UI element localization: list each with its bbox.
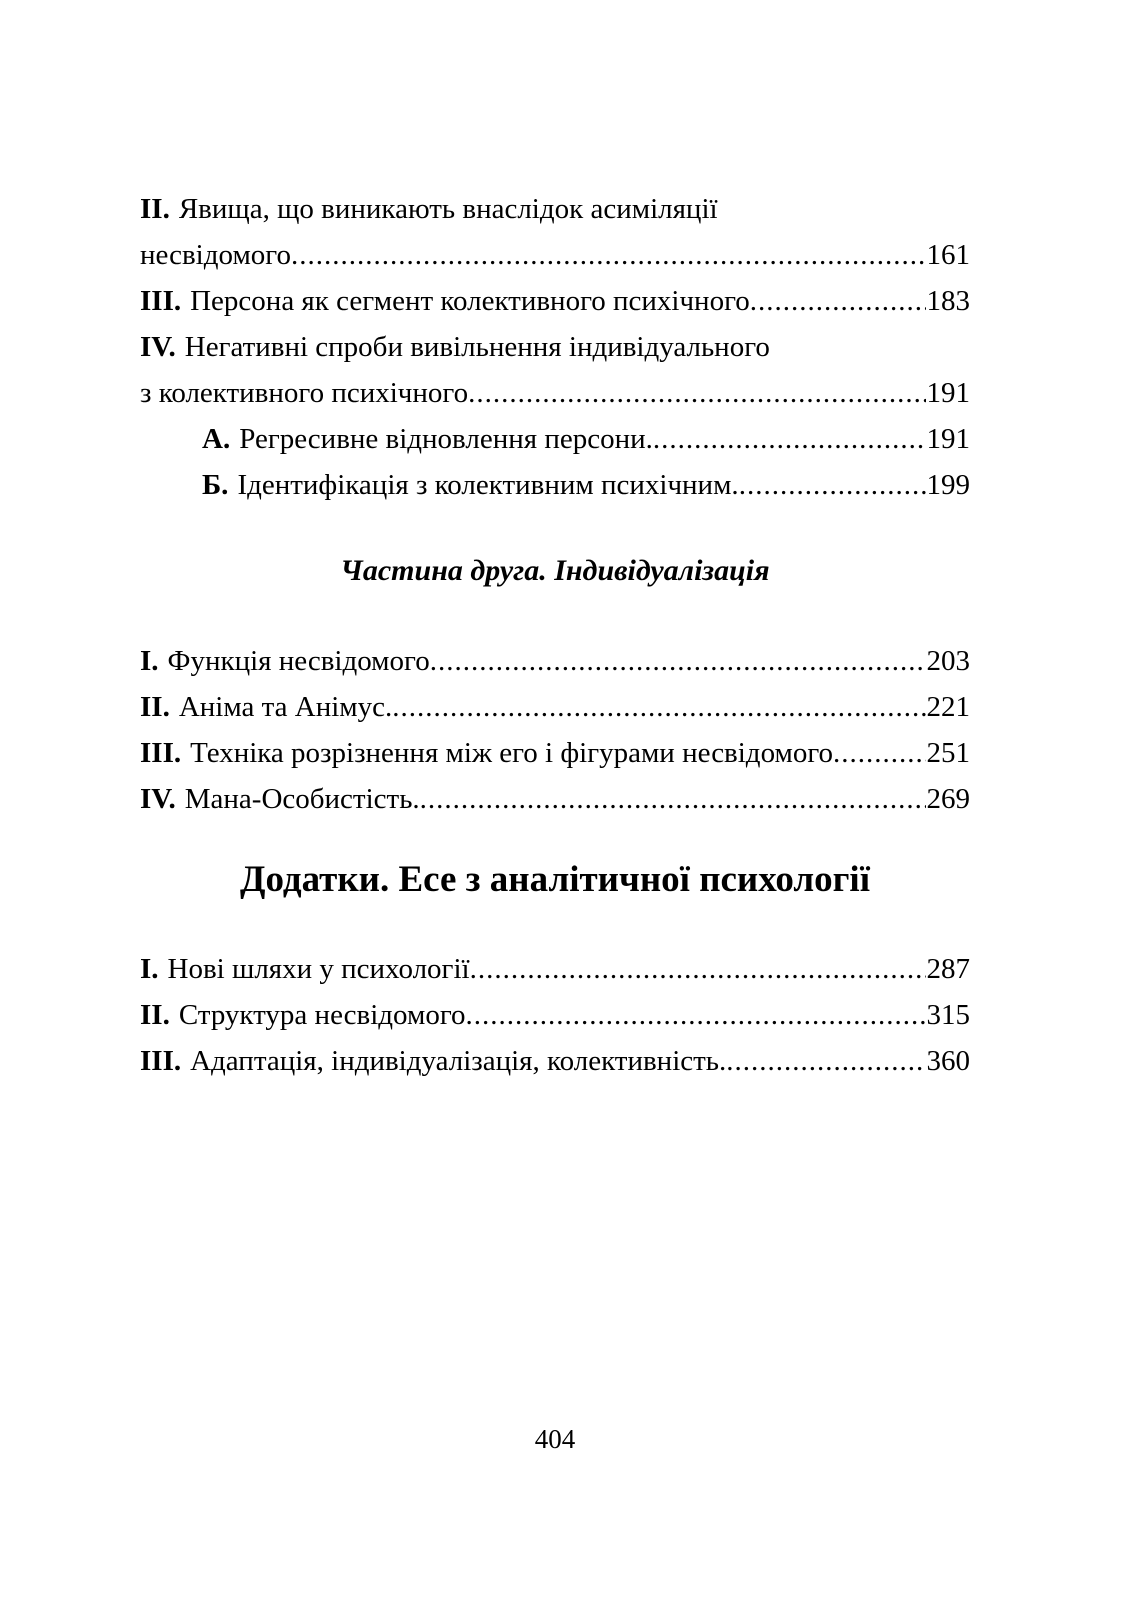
appendix-heading: Додатки. Есе з аналітичної психології	[240, 859, 870, 900]
toc-entry-line	[140, 232, 970, 278]
entry-title: Нові шляхи у психології	[167, 953, 470, 985]
entry-title: Аніма та Анімус.	[178, 691, 393, 723]
part2-heading: Частина друга. Індивідуалізація	[340, 554, 770, 587]
toc-entry	[140, 324, 970, 416]
entry-number: А.	[202, 423, 231, 455]
toc-entry	[140, 278, 970, 324]
entry-page-number: 191	[926, 377, 970, 409]
entry-title: Персона як сегмент колективного психічного	[190, 285, 750, 317]
toc-entry	[140, 992, 970, 1038]
entry-page-number: 251	[926, 737, 970, 769]
entry-title: Негативні спроби вивільнення індивідуального	[184, 331, 770, 363]
toc-entry	[140, 1038, 970, 1084]
dot-leader	[291, 232, 926, 278]
dot-leader	[739, 462, 926, 508]
dot-leader	[420, 776, 926, 822]
toc-section-part1	[140, 186, 970, 508]
dot-leader	[833, 730, 925, 776]
toc-entry	[140, 638, 970, 684]
entry-page-number: 360	[926, 1045, 970, 1077]
entry-number: I.	[140, 645, 159, 677]
dot-leader	[750, 278, 926, 324]
entry-number: III.	[140, 737, 182, 769]
dot-leader	[470, 946, 926, 992]
toc-entry	[140, 684, 970, 730]
toc-section-appendix	[140, 946, 970, 1084]
entry-number: III.	[140, 1045, 182, 1077]
entry-page-number: 203	[926, 645, 970, 677]
entry-page-number: 191	[926, 423, 970, 455]
toc-section-part2	[140, 638, 970, 822]
footer-page-number: 404	[534, 1424, 576, 1454]
entry-page-number: 183	[926, 285, 970, 317]
dot-leader	[466, 992, 926, 1038]
entry-number: II.	[140, 691, 170, 723]
dot-leader	[430, 638, 926, 684]
dot-leader	[392, 684, 925, 730]
entry-page-number: 199	[926, 469, 970, 501]
entry-title: Явища, що виникають внаслідок асиміляції	[178, 193, 718, 225]
entry-page-number: 161	[926, 239, 970, 271]
entry-title: Ідентифікація з колективним психічним.	[237, 469, 739, 501]
toc-entry	[140, 776, 970, 822]
entry-number: III.	[140, 285, 182, 317]
toc-entry	[140, 946, 970, 992]
toc-entry	[140, 186, 970, 278]
entry-title: Адаптація, індивідуалізація, колективність.	[190, 1045, 727, 1077]
entry-title-continued: з колективного психічного	[140, 377, 469, 409]
dot-leader	[653, 416, 926, 462]
entry-title: Функція несвідомого	[167, 645, 430, 677]
toc-subentry	[140, 416, 970, 462]
entry-title: Регресивне відновлення персони.	[239, 423, 653, 455]
toc-subentry	[140, 462, 970, 508]
entry-number: IV.	[140, 783, 176, 815]
entry-number: I.	[140, 953, 159, 985]
entry-number: IV.	[140, 331, 176, 363]
entry-number: Б.	[202, 469, 229, 501]
entry-title-continued: несвідомого	[140, 239, 291, 271]
entry-page-number: 315	[926, 999, 970, 1031]
entry-page-number: 221	[926, 691, 970, 723]
dot-leader	[468, 370, 925, 416]
entry-title: Структура несвідомого	[178, 999, 466, 1031]
toc-entry-line	[140, 370, 970, 416]
toc-entry-line	[140, 324, 970, 370]
entry-number: II.	[140, 999, 170, 1031]
toc-entry-line	[140, 186, 970, 232]
entry-page-number: 269	[926, 783, 970, 815]
entry-number: II.	[140, 193, 170, 225]
dot-leader	[726, 1038, 925, 1084]
toc-entry	[140, 730, 970, 776]
entry-title: Техніка розрізнення між его і фігурами несвідомого	[190, 737, 834, 769]
entry-page-number: 287	[926, 953, 970, 985]
entry-title: Мана-Особистість.	[184, 783, 420, 815]
table-of-contents	[140, 186, 970, 1084]
